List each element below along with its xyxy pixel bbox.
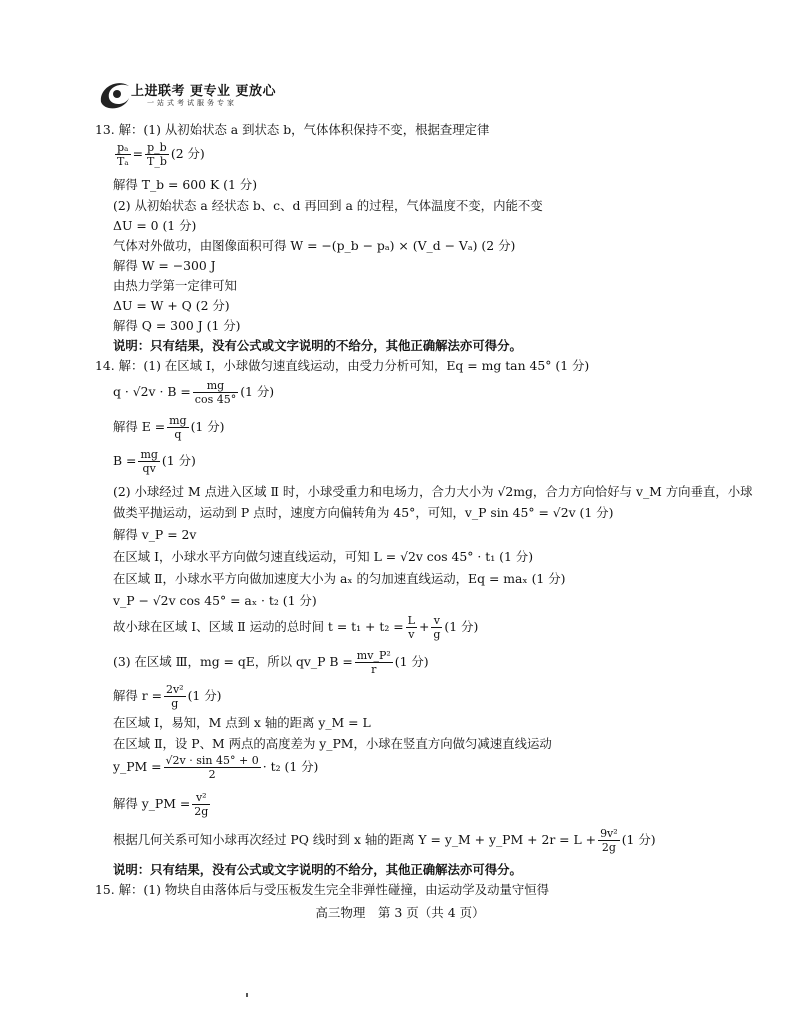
- frac: $\frac{p\_b}{T\_b}$: [146, 141, 167, 168]
- q13-line-6: 解得 W = −300 J: [113, 258, 216, 273]
- frac: $\frac{\text{9v²}}{2g}$: [600, 827, 618, 854]
- q14-note: 说明：只有结果，没有公式或文字说明的不给分，其他正确解法亦可得分。: [113, 862, 522, 877]
- q14-eq-e: (3) 在区域 Ⅲ，mg = qE，所以 qv_P B = $\frac{\text{mv\_P²}}{r}$ (1 分): [113, 649, 429, 676]
- q13-line-1: 13. 解：(1) 从初始状态 a 到状态 b，气体体积保持不变，根据查理定律: [95, 122, 490, 137]
- q13-line-9: 解得 Q = 300 J (1 分): [113, 318, 241, 333]
- page-footer: 高三物理 第 3 页（共 4 页）: [315, 905, 485, 920]
- q14-line-7: v_P − √2v cos 45° = aₓ · t₂ (1 分): [113, 593, 317, 608]
- q14-line-1: 14. 解：(1) 在区域 Ⅰ，小球做匀速直线运动，由受力分析可知，Eq = mg tan 45° (1 分): [95, 358, 590, 373]
- q14-eq-a: q · √2v · B = $\frac{mg}{\cos 45^\circ}$ (1 分): [113, 379, 275, 406]
- frac: $\frac{\text{v²}}{2g}$: [194, 791, 209, 818]
- frac: $\frac{v}{g}$: [433, 614, 441, 641]
- q14-line-2: (2) 小球经过 M 点进入区域 Ⅱ 时，小球受重力和电场力，合力大小为 √2mg，合力方向恰好与 v_M 方向垂直，小球: [113, 484, 753, 499]
- logo-swirl-icon: [95, 76, 135, 112]
- frac: $\frac{mg}{qv}$: [140, 448, 158, 475]
- q13-note: 说明：只有结果，没有公式或文字说明的不给分，其他正确解法亦可得分。: [113, 338, 522, 353]
- frac: $\frac{√2v \cdot \sin 45^\circ + 0}{2}$: [165, 754, 259, 781]
- q14-line-6: 在区域 Ⅱ，小球水平方向做加速度大小为 aₓ 的匀加速直线运动，Eq = maₓ (1 分): [113, 571, 566, 586]
- q14-line-9: 在区域 Ⅱ，设 P、M 两点的高度差为 y_PM，小球在竖直方向做匀减速直线运动: [113, 736, 552, 751]
- scan-speck: [246, 993, 248, 997]
- q14-eq-c: B = $\frac{mg}{qv}$ (1 分): [113, 448, 196, 475]
- frac: $\frac{\text{2v²}}{g}$: [165, 683, 184, 710]
- q14-eq-g: y_PM = $\frac{√2v \cdot \sin 45^\circ + 0}{2}$ · t₂ (1 分): [113, 754, 319, 781]
- q13-line-8: ΔU = W + Q (2 分): [113, 298, 230, 313]
- q14-line-3: 做类平抛运动，运动到 P 点时，速度方向偏转角为 45°，可知，v_P sin 45° = √2v (1 分): [113, 505, 614, 520]
- q13-line-4: ΔU = 0 (1 分): [113, 218, 197, 233]
- q14-line-8: 在区域 Ⅰ，易知，M 点到 x 轴的距离 y_M = L: [113, 715, 371, 730]
- q14-line-4: 解得 v_P = 2v: [113, 527, 197, 542]
- q13-line-7: 由热力学第一定律可知: [113, 278, 237, 293]
- frac: $\frac{mg}{q}$: [169, 414, 187, 441]
- q13-charles-equation: $\frac{\text{pₐ}}{\text{Tₐ}}$ = $\frac{p\_b}{T\_b}$ (2 分): [117, 141, 205, 168]
- q14-eq-h: 解得 y_PM = $\frac{\text{v²}}{2g}$: [113, 791, 209, 818]
- q13-line-5: 气体对外做功，由图像面积可得 W = −(p_b − pₐ) × (V_d − Vₐ) (2 分): [113, 238, 516, 253]
- logo-subtitle: 一站式考试服务专家: [147, 99, 237, 107]
- logo-title: 上进联考 更专业 更放心: [131, 84, 277, 99]
- frac: $\frac{L}{v}$: [407, 614, 415, 641]
- q13-line-3: (2) 从初始状态 a 经状态 b、c、d 再回到 a 的过程，气体温度不变，内能不变: [113, 198, 543, 213]
- frac: $\frac{mg}{\cos 45^\circ}$: [194, 379, 237, 406]
- q14-eq-d: 故小球在区域 Ⅰ、区域 Ⅱ 运动的总时间 t = t₁ + t₂ = $\frac{L}{v}$ + $\frac{v}{g}$ (1 分): [113, 614, 479, 641]
- frac: $\frac{\text{pₐ}}{\text{Tₐ}}$: [117, 141, 129, 168]
- header-logo: [95, 76, 285, 112]
- q14-eq-f: 解得 r = $\frac{\text{2v²}}{g}$ (1 分): [113, 683, 222, 710]
- q15-line-1: 15. 解：(1) 物块自由落体后与受压板发生完全非弹性碰撞，由运动学及动量守恒得: [95, 882, 550, 897]
- q14-eq-i: 根据几何关系可知小球再次经过 PQ 线时到 x 轴的距离 Y = y_M + y_PM + 2r = L + $\frac{\text{9v²}}{2g}$ (1 分): [113, 827, 656, 854]
- q14-eq-b: 解得 E = $\frac{mg}{q}$ (1 分): [113, 414, 225, 441]
- frac: $\frac{\text{mv\_P²}}{r}$: [356, 649, 391, 676]
- q13-line-2: 解得 T_b = 600 K (1 分): [113, 177, 258, 192]
- q14-line-5: 在区域 Ⅰ，小球水平方向做匀速直线运动，可知 L = √2v cos 45° · t₁ (1 分): [113, 549, 534, 564]
